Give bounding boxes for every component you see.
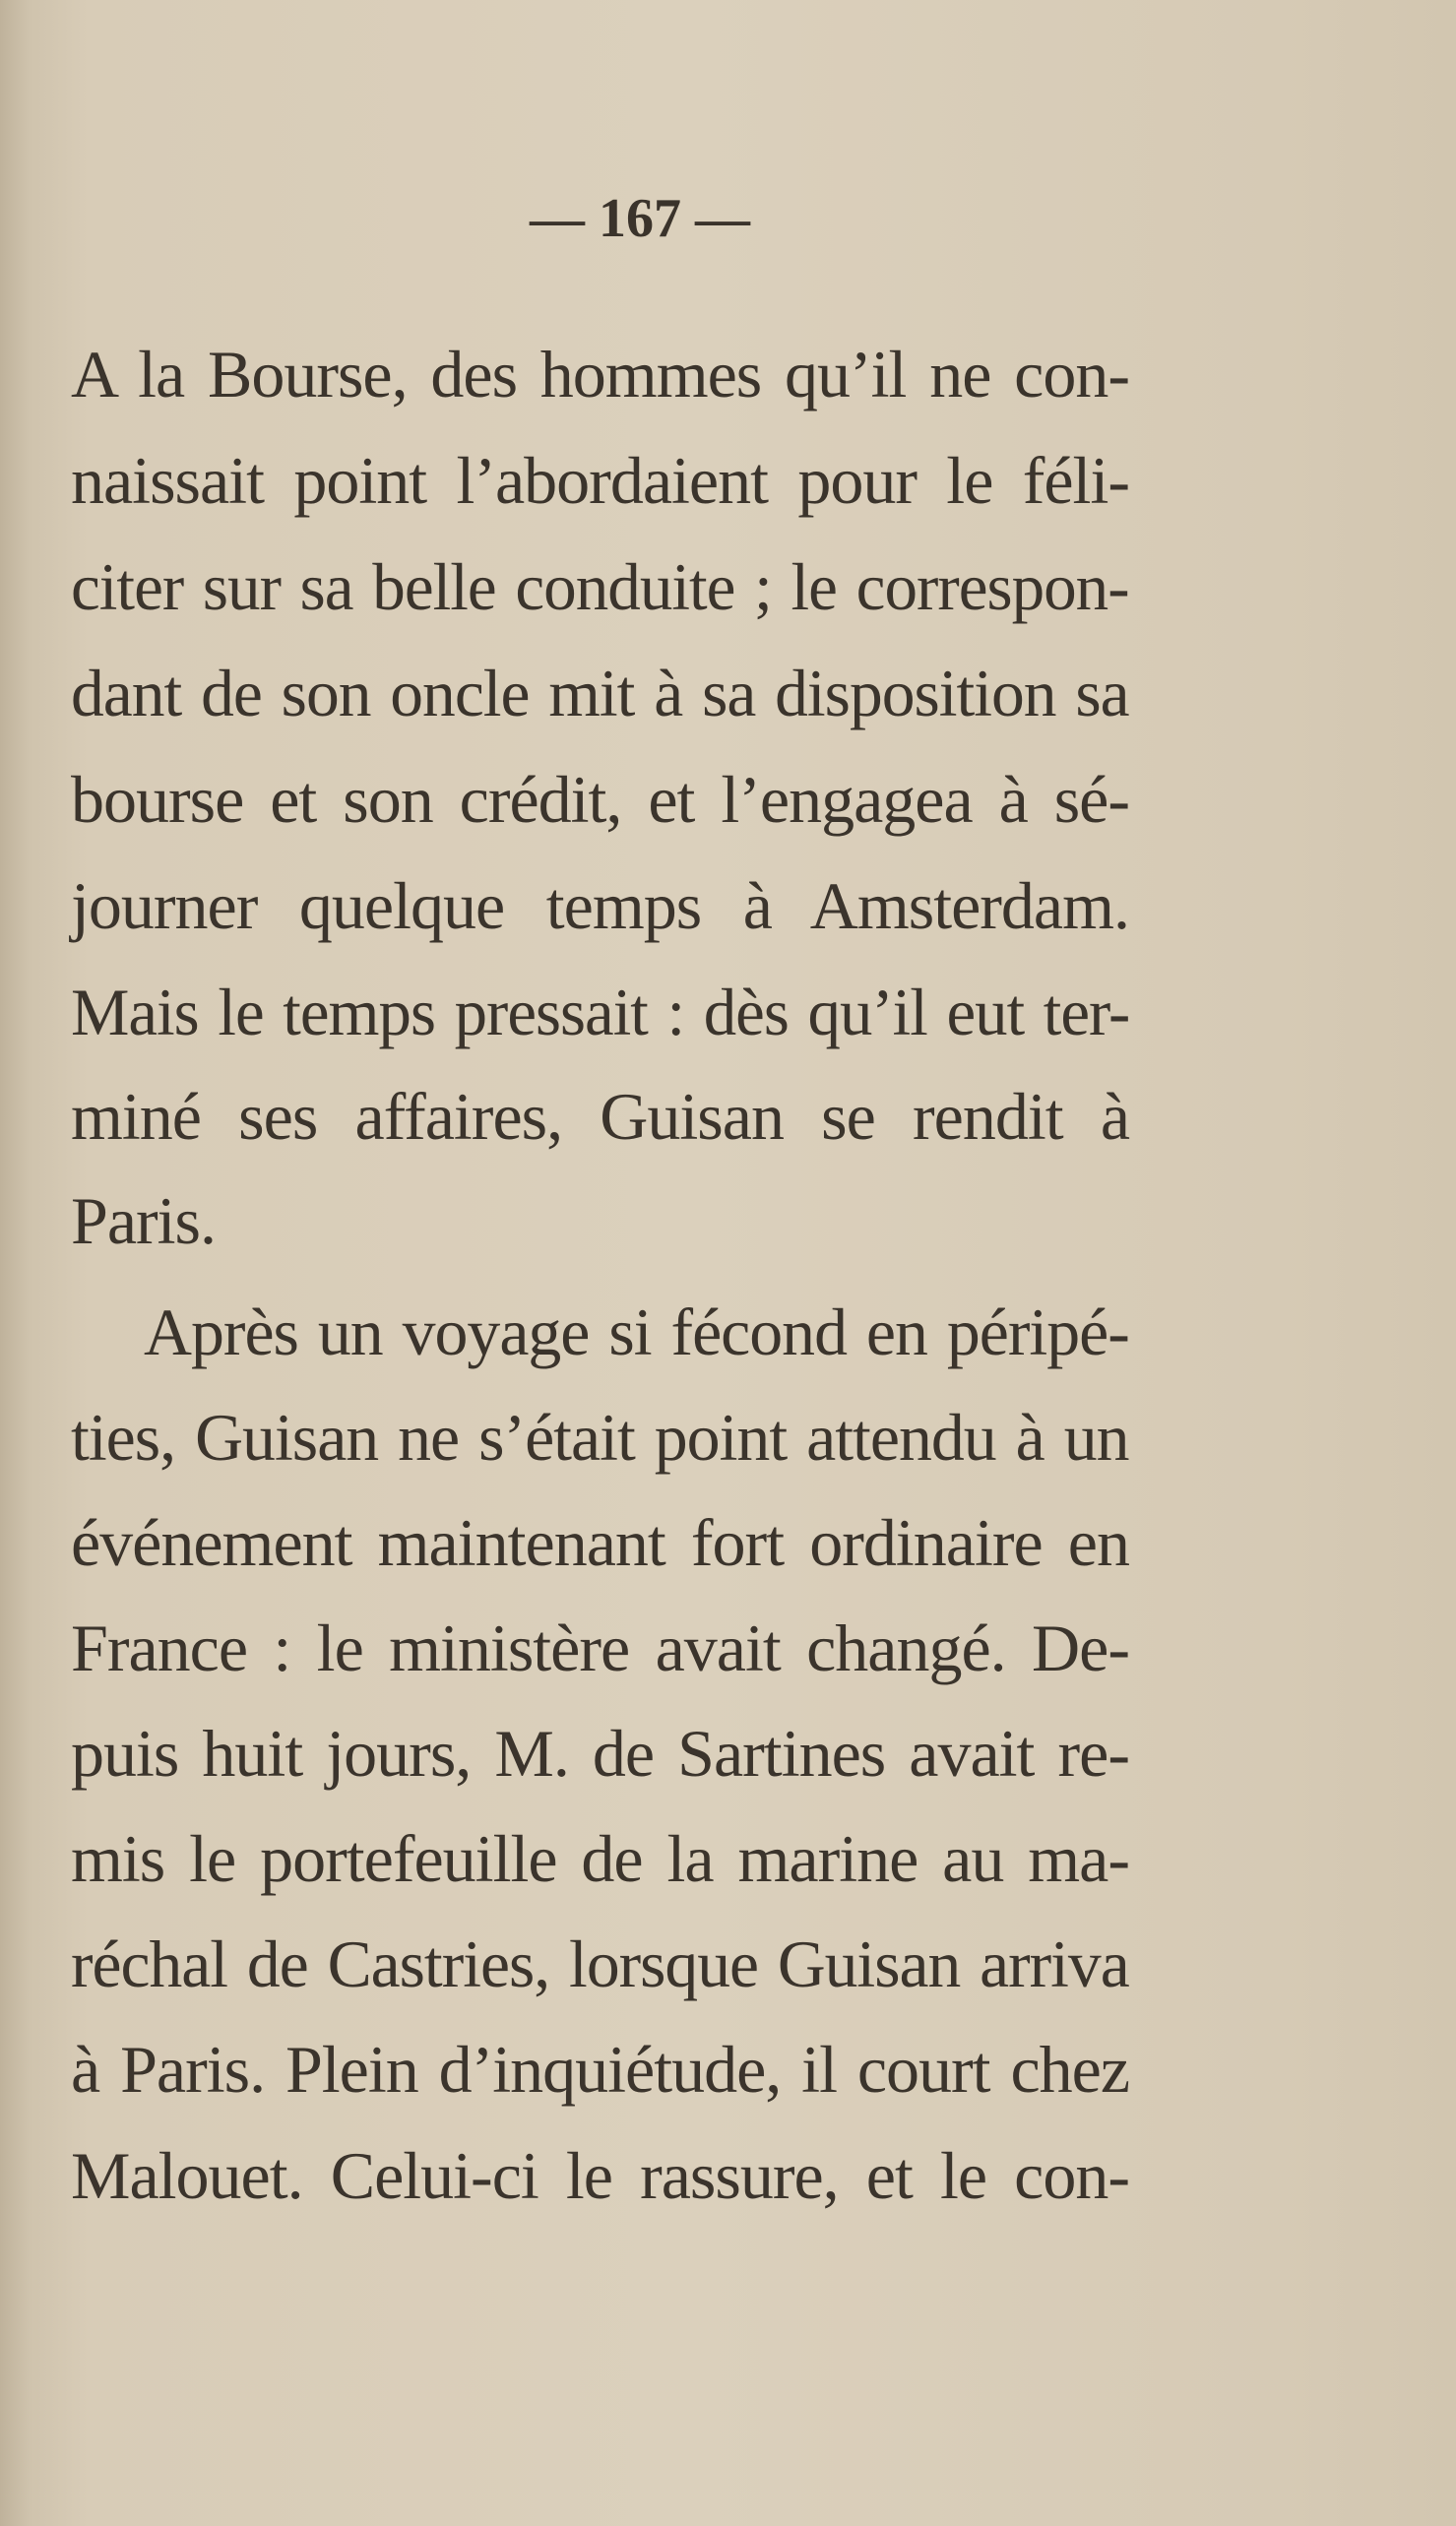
text-line: Après un voyage si fécond en péripé-: [144, 1295, 1129, 1369]
text-line: dant de son oncle mit à sa disposition sa: [71, 656, 1129, 730]
text-line: puis huit jours, M. de Sartines avait re-: [71, 1716, 1129, 1791]
text-line: citer sur sa belle conduite ; le correspon-: [71, 549, 1129, 624]
text-line: journer quelque temps à Amsterdam.: [71, 868, 1129, 943]
page-number: — 167 —: [530, 188, 750, 249]
text-line: mis le portefeuille de la marine au ma-: [71, 1821, 1129, 1896]
text-line: événement maintenant fort ordinaire en: [71, 1505, 1129, 1580]
text-line: Mais le temps pressait : dès qu’il eut ter-: [71, 975, 1130, 1049]
text-line: réchal de Castries, lorsque Guisan arriva: [71, 1926, 1129, 2001]
text-line: bourse et son crédit, et l’engagea à sé-: [71, 762, 1129, 837]
text-line: miné ses affaires, Guisan se rendit à: [71, 1079, 1129, 1154]
text-line: Malouet. Celui-ci le rassure, et le con-: [71, 2138, 1129, 2213]
text-line: ties, Guisan ne s’était point attendu à un: [71, 1400, 1129, 1475]
text-line: A la Bourse, des hommes qu’il ne con-: [71, 337, 1129, 411]
text-line: France : le ministère avait changé. De-: [71, 1610, 1129, 1685]
text-line: naissait point l’abordaient pour le féli-: [71, 443, 1129, 518]
text-line: Paris.: [71, 1183, 216, 1258]
text-line: à Paris. Plein d’inquiétude, il court chez: [71, 2032, 1129, 2107]
